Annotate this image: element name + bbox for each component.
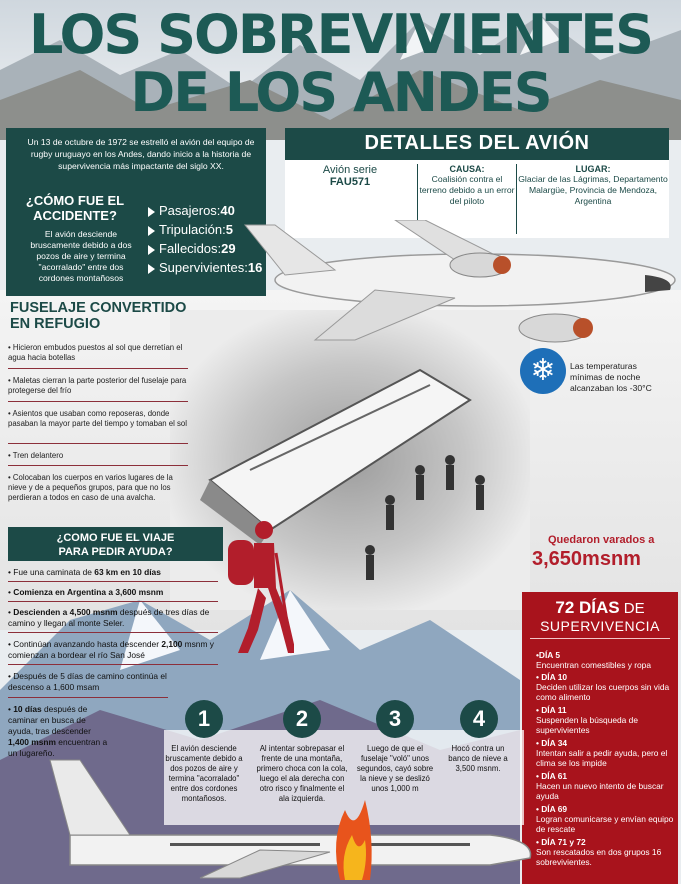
day-item: • DÍA 61 Hacen un nuevo intento de buscar ayuda [536,771,664,801]
step-text-1: El avión desciende bruscamente debido a dos pozos de aire y termina "acorralado" entre dos cordones montañosos. [165,744,243,803]
day-item: • DÍA 69 Logran comunicarse y envían equipo de rescate [536,804,674,834]
stranded-value: 3,650msnm [532,548,641,570]
divider [8,697,168,698]
divider [8,368,188,369]
stat-dead: Fallecidos:29 [148,241,236,256]
days-title: 72 DÍAS DE [555,598,645,617]
trip-item: • Comienza en Argentina a 3,600 msnm [8,587,164,597]
fuselage-item: • Asientos que usaban como reposeras, donde pasaban la mayor parte del tiempo y tomaban el sol [8,409,187,428]
triangle-bullet-icon [148,207,155,217]
survival-days-panel [522,592,678,884]
triangle-bullet-icon [148,245,155,255]
fuselage-item: • Hicieron embudos puestos al sol que derretían el agua hacia botellas [8,343,183,362]
trip-title [8,527,223,561]
place-label: LUGAR: [575,164,611,174]
triangle-bullet-icon [148,264,155,274]
step-text-2: Al intentar sobrepasar el frente de una montaña, primero choca con la cola, luego el ala derecha con otro risco y finalmente el ala izquierda. [256,744,348,803]
trip-item: • 10 días después de caminar en busca de ayuda, tras descender 1,400 msnm encuentran a un lugareño. [8,704,108,758]
trip-item: • Fue una caminata de 63 km en 10 días [8,567,161,577]
fuselage-item: • Colocaban los cuerpos en varios lugares de la nieve y de a pequeños grupos, para que no los perdieran a todos en caso de una avalcha. [8,473,173,502]
fuselage-title-line-2: EN REFUGIO [10,316,101,332]
step-number-2: 2 [283,700,321,738]
fuselage-title [10,300,230,332]
divider [8,601,218,602]
stat-survivors: Supervivientes:16 [148,260,262,275]
step-text-3: Luego de que el fuselaje "voló" unos segundos, cayó sobre la nieve y se deslizó unos 1,000 m [356,744,434,793]
step-text-4: Hocó contra un banco de nieve a 3,500 msnm. [448,744,508,773]
day-item: • DÍA 11 Suspenden la búsqueda de supervivientes [536,705,638,735]
details-title: DETALLES DEL AVIÓN [364,132,590,154]
hiker-illustration [218,518,294,658]
trip-item: • Después de 5 días de camino continúa el descenso a 1,600 msam [8,671,167,692]
day-item: • DÍA 10 Deciden utilizar los cuerpos sin vida como alimento [536,672,670,702]
stranded-label: Quedaron varados a [548,534,655,546]
airplane-illustration [225,220,681,350]
accident-text: El avión desciende bruscamente debido a dos pozos de aire y termina "acorralado" entre dos cordones montañosos [30,229,132,283]
divider [8,632,218,633]
divider [530,638,670,639]
details-place [517,164,669,207]
divider [8,465,188,466]
step-number-1: 1 [185,700,223,738]
divider [8,443,188,444]
days-subtitle: SUPERVIVENCIA [540,618,660,634]
trip-title-line-1: ¿COMO FUE EL VIAJE [56,532,175,544]
stat-passengers: Pasajeros:40 [148,203,235,218]
trip-title-line-2: PARA PEDIR AYUDA? [58,546,173,558]
divider [8,401,188,402]
fuselage-item: • Tren delantero [8,451,64,460]
step-number-4: 4 [460,700,498,738]
main-title [0,3,681,124]
trip-item: • Continúan avanzando hasta descender 2,100 msnm y comienzan a bordear el río San José [8,639,214,660]
day-item: • DÍA 34 Intentan salir a pedir ayuda, pero el clima se los impide [536,738,668,768]
crashing-airplane-illustration [40,740,540,880]
accident-title: ¿CÓMO FUE EL ACCIDENTE? [25,193,125,223]
model-value: FAU571 [329,176,371,188]
divider [8,581,218,582]
cause-label: CAUSA: [449,164,485,174]
day-item: •DÍA 5 Encuentran comestibles y ropa [536,650,651,670]
triangle-bullet-icon [148,226,155,236]
day-item: • DÍA 71 y 72 Son rescatados en dos grupos 16 sobrevivientes. [536,837,662,867]
intro-text: Un 13 de octubre de 1972 se estrelló el avión del equipo de rugby uruguayo en los Andes, dando inicio a la historia de supervivencia más impactante del siglo XX. [27,137,255,171]
place-text: Glaciar de las Lágrimas, Departamento Malargüe, Provincia de Mendoza, Argentina [518,174,668,206]
fuselage-title-line-1: FUSELAJE CONVERTIDO [10,300,187,316]
title-line-1: LOS SOBREVIVIENTES [29,3,652,66]
snowflake-icon: ❄ [520,348,566,394]
cause-text: Coalisión contra el terreno debido a un error del piloto [419,174,515,206]
temperature-text: Las temperaturas mínimas de noche alcanzaban los -30°C [570,361,652,393]
title-line-2: DE LOS ANDES [130,61,551,124]
fuselage-item: • Maletas cierran la parte posterior del fuselaje para protegerse del frío [8,376,187,395]
trip-item: • Descienden a 4,500 msnm después de tres días de camino y llegan al monte Seler. [8,607,210,628]
model-label: Avión serie [322,164,378,176]
details-model [285,164,415,188]
step-number-3: 3 [376,700,414,738]
divider [8,664,218,665]
stat-crew: Tripulación:5 [148,222,233,237]
